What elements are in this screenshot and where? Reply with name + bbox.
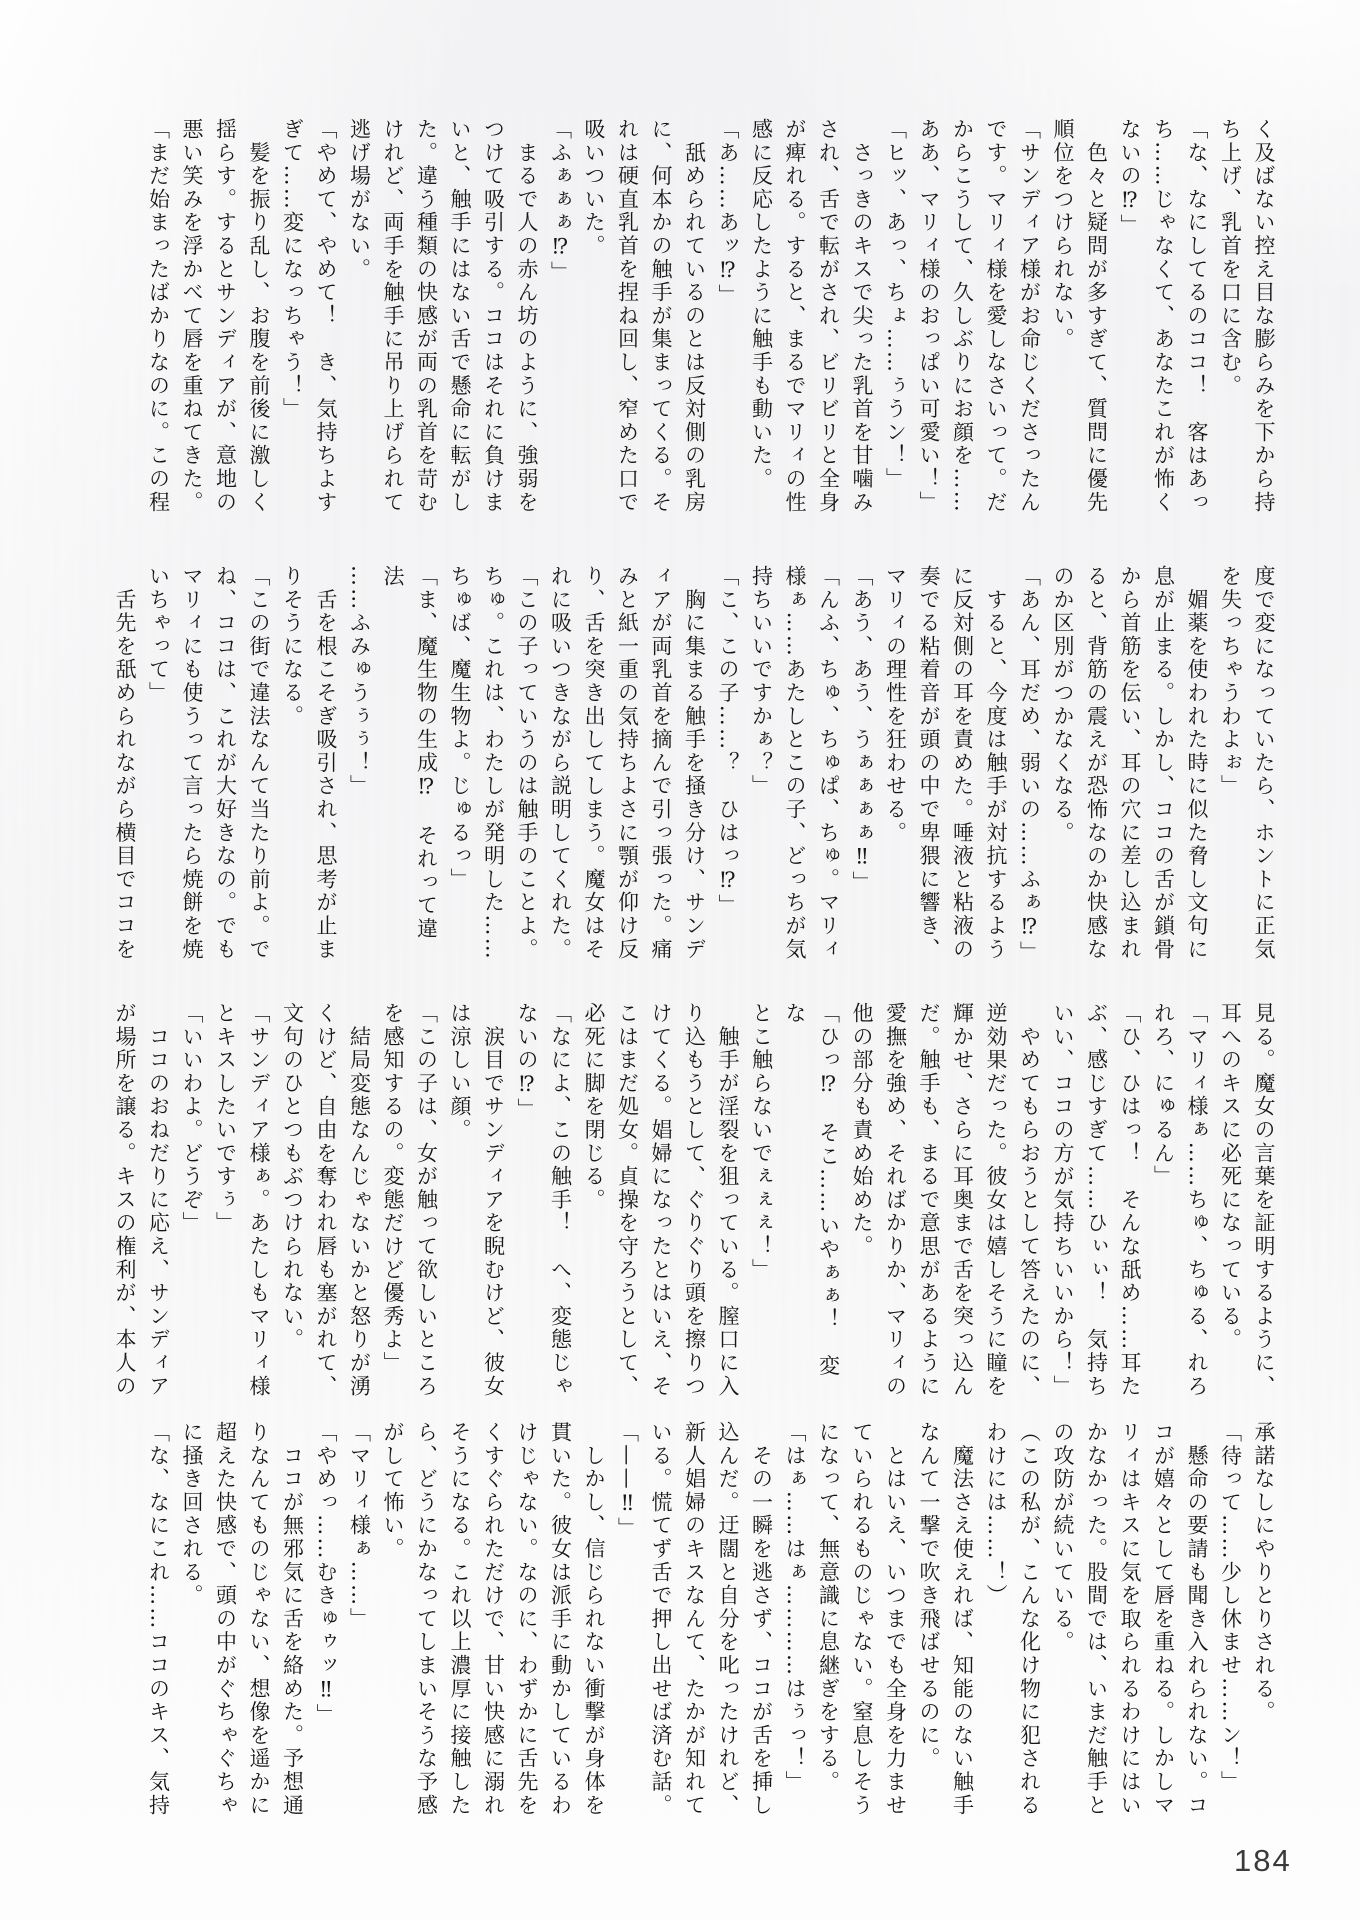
text-column: かなかった。股間では、いまだ触手と: [1084, 1421, 1109, 1818]
text-column: 「ひ、ひはっ！ そんな舐め……耳た: [1118, 1002, 1142, 1399]
text-column: りなんてものじゃない、想像を遥かに: [247, 1421, 271, 1818]
text-column: くけど、自由を奪われ唇も塞がれて、: [314, 1002, 338, 1399]
text-column: いい、ココの方が気持ちいいから！」: [1051, 1002, 1075, 1399]
text-column: ちゅば、魔生物よ。じゅるっ」: [448, 565, 472, 892]
text-column: 「マリィ様ぁ……」: [347, 1421, 372, 1631]
text-column: 息が止まる。しかし、ココの舌が鎖骨: [1151, 565, 1176, 962]
text-column: た。違う種類の快感が両の乳首を苛む: [414, 118, 439, 515]
text-column: まるで人の赤ん坊のように、強弱を: [515, 118, 539, 515]
text-column: ると、背筋の震えが恐怖なのか快感な: [1084, 565, 1109, 962]
page-number: 184: [1234, 1843, 1292, 1878]
text-column: 舐められているのとは反対側の乳房: [682, 118, 707, 515]
text-column: 「この子っていうのは触手のことよ。: [515, 565, 539, 962]
text-column: がして怖い。: [381, 1421, 405, 1561]
text-column: 承諾なしにやりとりされる。: [1252, 1421, 1276, 1724]
text-column: 「マリィ様ぁ……ちゅ、ちゅる、れろ: [1185, 1002, 1209, 1399]
text-column: から首筋を伝い、耳の穴に差し込まれ: [1118, 565, 1142, 962]
text-column: に掻き回される。: [180, 1421, 204, 1608]
text-column: 胸に集まる触手を掻き分け、サンデ: [682, 565, 707, 962]
text-column: ああ、マリィ様のおっぱい可愛い！」: [917, 118, 941, 515]
text-column: しかし、信じられない衝撃が身体を: [582, 1421, 606, 1818]
text-column: ……ふみゅうぅぅ！」: [347, 565, 372, 798]
text-column: 「な、なにしてるのココ！ 客はあっ: [1185, 118, 1209, 515]
text-column: れに吸いつきながら説明してくれた。: [548, 565, 573, 962]
text-column: 「な、なにこれ……ココのキス、気持: [146, 1421, 171, 1818]
text-column: ないの⁉」: [1118, 118, 1142, 238]
text-column: 順位をつけられない。: [1051, 118, 1075, 351]
text-column: 持ちいいですかぁ？」: [749, 565, 774, 798]
text-column: が場所を譲る。キスの権利が、本人の: [113, 1002, 137, 1399]
text-column: 「んふ、ちゅ、ちゅぱ、ちゅ。マリィ: [816, 565, 841, 962]
text-column: ココのおねだりに応え、サンディア: [146, 1002, 171, 1399]
text-column: になって、無意識に息継ぎをする。: [816, 1421, 841, 1794]
text-column: に反対側の耳を責めた。唾液と粘液の: [950, 565, 975, 962]
text-column: わけには……！）: [984, 1421, 1008, 1608]
text-column: けれど、両手を触手に吊り上げられて: [381, 118, 405, 515]
text-column: 超えた快感で、頭の中がぐちゃぐちゃ: [213, 1421, 238, 1818]
text-column: れは硬直乳首を捏ね回し、窄めた口で: [615, 118, 640, 515]
text-column: 結局変態なんじゃないかと怒りが湧: [347, 1002, 372, 1399]
text-column: リィはキスに気を取られるわけにはい: [1118, 1421, 1142, 1818]
text-column: いと、触手にはない舌で懸命に転がし: [448, 118, 472, 515]
text-column: 耳へのキスに必死になっている。: [1218, 1002, 1243, 1352]
text-column: 「この街で違法なんて当たり前よ。で: [247, 565, 271, 962]
text-column: だ。触手も、まるで意思があるように: [917, 1002, 941, 1399]
text-column: いちゃって」: [146, 565, 171, 705]
text-column: 文句のひとつもぶつけられない。: [280, 1002, 305, 1352]
text-column: 「あ……あッ⁉」: [716, 118, 740, 308]
text-column: 「ヒッ、あっ、ちょ……ぅうン！」: [883, 118, 908, 491]
text-column: こはまだ処女。貞操を守ろうとして、: [615, 1002, 640, 1399]
text-column: 涙目でサンディアを睨むけど、彼女: [481, 1002, 506, 1399]
text-column: 「はぁ……はぁ…………はぅっ！」: [783, 1421, 807, 1794]
text-column: なんて一撃で吹き飛ばせるのに。: [917, 1421, 941, 1771]
text-column: マリィの理性を狂わせる。: [883, 565, 908, 845]
text-column: 「こ、この子……？ ひはっ⁉」: [716, 565, 740, 918]
text-band-1: [138, 118, 1280, 516]
text-column: みと紙一重の気持ちよさに顎が仰け反: [615, 565, 640, 962]
text-column: です。マリィ様を愛しなさいって。だ: [984, 118, 1008, 515]
text-column: とはいえ、いつまでも全身を力ませ: [883, 1421, 908, 1818]
text-column: 逃げ場がない。: [347, 118, 372, 282]
text-column: ぶ、感じすぎて……ひぃぃ！ 気持ち: [1084, 1002, 1109, 1399]
text-column: 触手が淫裂を狙っている。膣口に入: [716, 1002, 740, 1399]
text-column: 「サンディア様がお命じくださったん: [1017, 118, 1042, 515]
text-column: りそうになる。: [280, 565, 305, 729]
text-column: 懸命の要請も聞き入れられない。コ: [1185, 1421, 1209, 1818]
text-column: 「あん、耳だめ、弱いの……ふぁ⁉」: [1017, 565, 1042, 965]
text-column: 奏でる粘着音が頭の中で卑猥に響き、: [917, 565, 941, 962]
text-column: ィアが両乳首を摘んで引っ張った。痛: [649, 565, 673, 962]
text-column: 「やめっ……むきゅゥッ‼」: [314, 1421, 338, 1727]
text-column: 「ひっ⁉ そこ……いやぁぁ！ 変な: [783, 1002, 841, 1378]
text-column: コが嬉々として唇を重ねる。しかしマ: [1151, 1421, 1176, 1818]
text-column: やめてもらおうとして答えたのに、: [1017, 1002, 1042, 1399]
text-column: とキスしたいですぅ」: [213, 1002, 238, 1235]
text-column: り、舌を突き出してしまう。魔女はそ: [582, 565, 606, 962]
text-column: ぎて……変になっちゃう！」: [280, 118, 305, 421]
text-column: 「いいわよ。どうぞ」: [180, 1002, 204, 1235]
text-column: けてくる。娼婦になったとはいえ、そ: [649, 1002, 673, 1399]
text-band-2: [113, 565, 1280, 965]
text-column: マリィにも使うって言ったら焼餅を焼: [180, 565, 204, 962]
text-column: 色々と疑問が多すぎて、質問に優先: [1084, 118, 1109, 515]
text-column: を感知するの。変態だけど優秀よ」: [381, 1002, 405, 1375]
text-column: ココが無邪気に舌を絡めた。予想通: [280, 1421, 305, 1818]
text-column: のか区別がつかなくなる。: [1051, 565, 1075, 845]
text-column: 「やめて、やめて！ き、気持ちよす: [314, 118, 338, 515]
text-column: 「この子は、女が触って欲しいところ: [414, 1002, 439, 1399]
text-column: が痺れる。すると、まるでマリィの性: [783, 118, 807, 515]
text-column: 髪を振り乱し、お腹を前後に激しく: [247, 118, 271, 515]
text-column: とこ触らないでぇぇぇ！」: [749, 1002, 774, 1282]
text-column: 悪い笑みを浮かべて唇を重ねてきた。: [180, 118, 204, 515]
text-column: さっきのキスで尖った乳首を甘噛み: [850, 118, 874, 515]
text-column: の攻防が続いている。: [1051, 1421, 1075, 1654]
text-column: 舌先を舐められながら横目でココを: [113, 565, 137, 962]
text-column: ら、どうにかなってしまいそうな予感: [414, 1421, 439, 1818]
text-column: 揺らす。するとサンディアが、意地の: [213, 118, 238, 515]
text-column: 他の部分も責め始めた。: [850, 1002, 874, 1259]
text-column: 「サンディア様ぁ。あたしもマリィ様: [247, 1002, 271, 1399]
text-column: 魔法さえ使えれば、知能のない触手: [950, 1421, 975, 1818]
text-column: けじゃない。なのに、わずかに舌先を: [515, 1421, 539, 1818]
text-column: 必死に脚を閉じる。: [582, 1002, 606, 1212]
text-column: は涼しい顔。: [448, 1002, 472, 1142]
text-column: 様ぁ……あたしとこの子、どっちが気: [783, 565, 807, 962]
text-column: く及ばない控え目な膨らみを下から持: [1252, 118, 1276, 515]
text-column: ちゅ。これは、わたしが発明した……: [481, 565, 506, 962]
text-column: ていられるものじゃない。窒息しそう: [850, 1421, 874, 1818]
text-column: 見る。魔女の言葉を証明するように、: [1252, 1002, 1276, 1399]
text-column: 感に反応したように触手も動いた。: [749, 118, 774, 491]
text-column: 逆効果だった。彼女は嬉しそうに瞳を: [984, 1002, 1008, 1399]
text-column: れろ、にゅるん」: [1151, 1002, 1176, 1189]
text-column: 「——‼」: [615, 1421, 640, 1541]
text-column: 貫いた。彼女は派手に動かしているわ: [548, 1421, 573, 1818]
text-column: に、何本かの触手が集まってくる。そ: [649, 118, 673, 515]
text-column: ち……じゃなくて、あなたこれが怖く: [1151, 118, 1176, 515]
text-column: ね、ココは、これが大好きなの。でも: [213, 565, 238, 962]
text-band-3: [113, 1002, 1280, 1400]
text-column: 度で変になっていたら、ホントに正気: [1252, 565, 1276, 962]
text-column: り込もうとして、ぐりぐり頭を擦りつ: [682, 1002, 707, 1399]
text-column: 「まだ始まったばかりなのに。この程: [146, 118, 171, 515]
text-column: 媚薬を使われた時に似た脅し文句に: [1185, 565, 1209, 962]
text-column: 新人娼婦のキスなんて、たかが知れて: [682, 1421, 707, 1818]
text-column: 舌を根こそぎ吸引され、思考が止ま: [314, 565, 338, 962]
text-column: を失っちゃうわよぉ」: [1218, 565, 1243, 798]
text-column: ち上げ、乳首を口に含む。: [1218, 118, 1243, 398]
text-column: つけて吸引する。ココはそれに負けま: [481, 118, 506, 515]
text-column: すると、今度は触手が対抗するよう: [984, 565, 1008, 962]
text-band-4: [138, 1421, 1280, 1819]
text-column: ないの⁉」: [515, 1002, 539, 1122]
text-column: その一瞬を逃さず、ココが舌を挿し: [749, 1421, 774, 1818]
text-column: 「ま、魔生物の生成⁉ それって違法: [381, 565, 439, 941]
text-column: いる。慌てず舌で押し出せば済む話。: [649, 1421, 673, 1818]
text-column: そうになる。これ以上濃厚に接触した: [448, 1421, 472, 1818]
text-column: 吸いついた。: [582, 118, 606, 258]
text-column: くすぐられただけで、甘い快感に溺れ: [481, 1421, 506, 1818]
text-column: 込んだ。迂闊と自分を叱ったけれど、: [716, 1421, 740, 1818]
text-column: （この私が、こんな化け物に犯される: [1017, 1421, 1042, 1818]
text-column: 愛撫を強め、そればかりか、マリィの: [883, 1002, 908, 1399]
text-column: からこうして、久しぶりにお顔を……: [950, 118, 975, 515]
text-column: され、舌で転がされ、ビリビリと全身: [816, 118, 841, 515]
text-column: 「なによ、この触手！ へ、変態じゃ: [548, 1002, 573, 1399]
text-column: 「ふぁぁぁ⁉」: [548, 118, 573, 285]
text-column: 輝かせ、さらに耳奥まで舌を突っ込ん: [950, 1002, 975, 1399]
text-column: 「あう、あう、うぁぁぁぁ‼」: [850, 565, 874, 895]
text-column: 「待って……少し休ませ……ン！」: [1218, 1421, 1243, 1794]
